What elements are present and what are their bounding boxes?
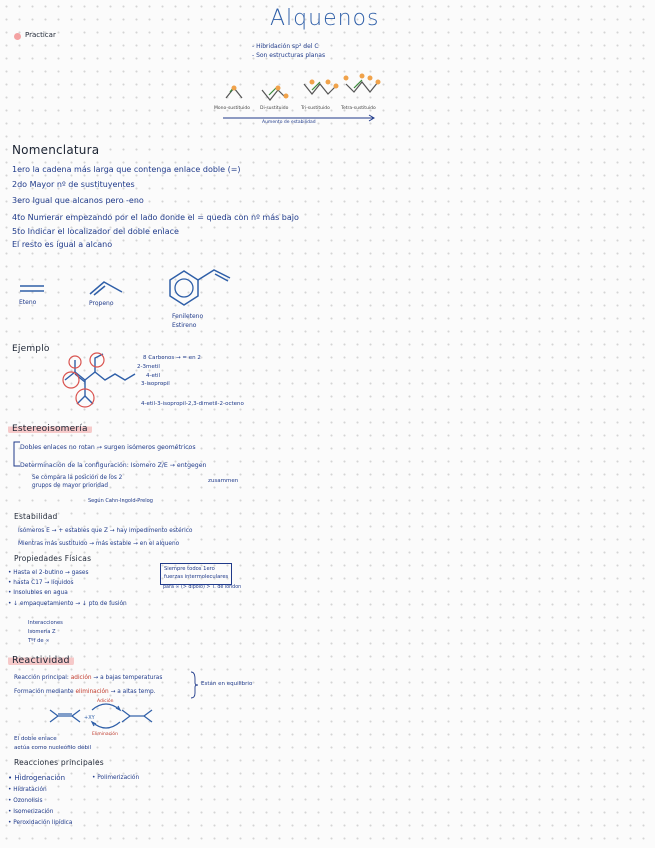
- rule-3: 3ero Igual que alcanos pero -eno: [12, 196, 144, 205]
- rule-1: 1ero la cadena más larga que contenga enlace doble (=): [12, 165, 241, 174]
- styrene-structure: [160, 262, 235, 312]
- reaccion-item-2: • Hidratación: [8, 787, 47, 793]
- ethene-label: Eteno: [19, 299, 37, 306]
- reaccion-item-2-text: Hidratación: [13, 787, 47, 793]
- reactividad-line-2-red: eliminación: [75, 689, 109, 695]
- propiedades-item-2-text: hasta C17 → líquidos: [13, 580, 74, 586]
- reaccion-item-1-text: Hidrogenación: [14, 774, 66, 782]
- nomenclatura-heading: Nomenclatura: [12, 143, 100, 157]
- reaccion-item-1: • Hidrogenación: [8, 774, 66, 782]
- substitution-label-di: Di-sustituido: [260, 106, 289, 111]
- propiedades-item-3-text: Insolubles en agua: [13, 590, 68, 596]
- equilibrium-brace-icon: [190, 671, 198, 699]
- reactividad-line-1: [14, 675, 162, 681]
- reactividad-line-1-red: adición: [70, 675, 92, 681]
- styrene-label-2: Estireno: [172, 322, 197, 329]
- addition-elimination-scheme: [48, 700, 168, 734]
- rule-5: 5to Indicar el localizador del doble enlace: [12, 227, 179, 236]
- estereo-line-2: Determinación de la configuración: Isomero Z/E → entgegen: [20, 462, 207, 469]
- example-name: 4-etil-3-isopropil-2,3-dimetil-2-octeno: [141, 401, 244, 407]
- substitution-structures: [220, 70, 390, 105]
- ethene-structure: [18, 282, 48, 296]
- reaccion-item-5-text: Peroxidación lipídica: [13, 820, 73, 826]
- estabilidad-line-1: Isómeros E → + estables que Z → hay impedimento estérico: [18, 528, 193, 534]
- propiedades-item-4: • ↓ empaquetamiento → ↓ pto de fusión: [8, 601, 127, 607]
- propiedades-item-1-text: Hasta el 2-butino → gases: [13, 570, 89, 576]
- estereo-line-1: Dobles enlaces no rotan → surgen isómeros geométricos: [20, 444, 196, 451]
- propiedades-item-4-text: ↓ empaquetamiento → ↓ pto de fusión: [13, 601, 127, 607]
- substitution-label-mono: Mono-sustituido: [214, 106, 250, 111]
- reactividad-note-2: actúa como nucleófilo débil: [14, 745, 92, 751]
- rule-6: El resto es igual a alcano: [12, 240, 113, 249]
- propiedades-item-3: • Insolubles en agua: [8, 590, 68, 596]
- example-note-4: 3-isopropil: [141, 381, 170, 387]
- reacciones-heading: Reacciones principales: [14, 758, 104, 767]
- reaccion-item-3-text: Ozonolisis: [13, 798, 43, 804]
- estereo-heading-text: Estereoisomería: [8, 424, 92, 434]
- box-line-1: Siempre todos 1ero: [164, 566, 215, 572]
- propene-structure: [88, 276, 128, 298]
- substitution-label-tetra: Tetra-sustituido: [341, 106, 376, 111]
- styrene-label-1: Fenileteno: [172, 313, 204, 320]
- header-bullet-1: - Hibridación sp² del C: [252, 43, 319, 50]
- example-note-3: 4-etil: [146, 373, 161, 379]
- stability-arrow-label: Aumento de estabilidad: [262, 120, 316, 125]
- page-title: Alquenos: [270, 6, 380, 31]
- reaccion-extra-text: Polimerización: [97, 775, 140, 781]
- rule-4: 4to Numerar empezando por el lado donde el = queda con nº más bajo: [12, 213, 299, 222]
- substitution-label-tri: Tri-sustituido: [301, 106, 330, 111]
- box-note: para ∞ (> dipolo) > T. de london: [163, 585, 242, 590]
- reactividad-line-1-pre: Reacción principal:: [14, 675, 71, 681]
- example-note-1: 8 Carbonos → = en 2: [143, 355, 201, 361]
- propiedades-heading: Propiedades Físicas: [14, 554, 92, 563]
- ejemplo-heading: Ejemplo: [12, 344, 50, 354]
- reaccion-item-3: • Ozonolisis: [8, 798, 43, 804]
- reaccion-item-5: • Peroxidación lipídica: [8, 820, 73, 826]
- reactividad-line-2-pre: Formación mediante: [14, 689, 76, 695]
- reactividad-heading-text: Reactividad: [8, 655, 74, 666]
- zusammen-label: zusammen: [208, 478, 239, 484]
- practice-dot-icon: [14, 33, 21, 40]
- propiedades-item-2: • hasta C17 → líquidos: [8, 580, 74, 586]
- reaccion-item-4-text: Isomerización: [13, 809, 54, 815]
- estabilidad-line-2: Mientras más sustituido → más estable → en el alqueno: [18, 541, 180, 547]
- practice-label[interactable]: Practicar: [25, 31, 56, 39]
- scheme-top-label: Adición: [97, 699, 114, 704]
- reaccion-extra: • Polimerización: [92, 775, 140, 781]
- reactividad-note-1: El doble enlace: [14, 736, 57, 742]
- propene-label: Propeno: [89, 300, 114, 307]
- rule-2: 2do Mayor nº de sustituyentes: [12, 180, 135, 189]
- estabilidad-heading: Estabilidad: [14, 512, 58, 521]
- propiedades-item-1: • Hasta el 2-butino → gases: [8, 570, 89, 576]
- reactividad-line-2: [14, 689, 156, 695]
- reaccion-item-4: • Isomerización: [8, 809, 54, 815]
- cip-rule: Según Cahn-Ingold-Prelog: [88, 498, 153, 504]
- reactividad-heading: [8, 655, 74, 666]
- reactividad-line-1-post: → a bajas temperaturas: [91, 675, 163, 681]
- equilibrium-note: Están en equilibrio: [201, 681, 253, 687]
- propiedades-sub-2: Isomería Z: [28, 629, 56, 635]
- svg-text:+XY: +XY: [84, 715, 95, 721]
- estereo-bullet: Se compara la posición de los 2 grupos de mayor prioridad: [32, 475, 123, 489]
- example-molecule-structure: [55, 352, 140, 412]
- propiedades-sub-3: Tºf de ∞: [28, 638, 50, 644]
- box-line-2: fuerzas intermoleculares: [164, 574, 229, 580]
- propiedades-sub-1: Interacciones: [28, 620, 63, 626]
- example-note-2: 2-3metil: [137, 364, 160, 370]
- scheme-bottom-label: Eliminación: [92, 732, 118, 737]
- header-bullet-2: - Son estructuras planas: [252, 52, 326, 59]
- reactividad-line-2-post: → a altas temp.: [108, 689, 156, 695]
- estereo-heading: [8, 424, 92, 434]
